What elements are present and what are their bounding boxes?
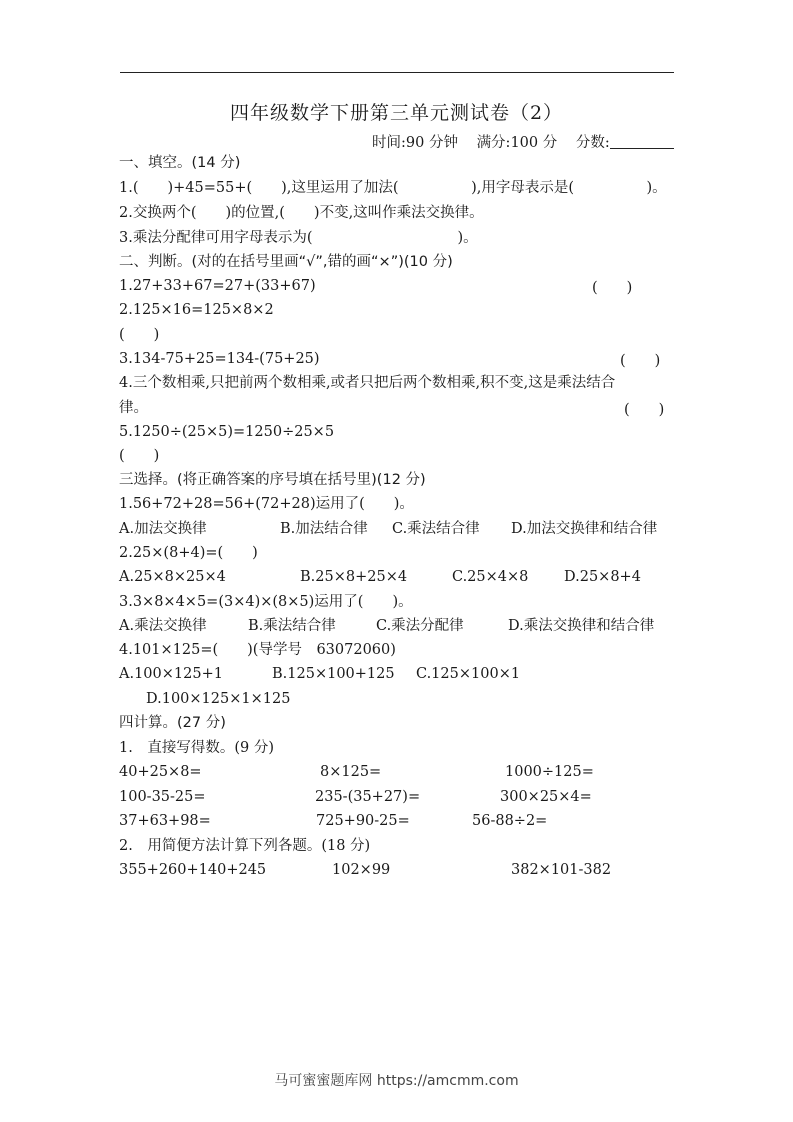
score-label: 分数: <box>575 135 610 151</box>
score-blank <box>610 134 674 149</box>
s3-q3-option-d: D.乘法交换律和结合律 <box>508 618 655 634</box>
s3-question-2: 2.25×(8+4)=( ) <box>119 545 258 561</box>
s2-question-5: 5.1250÷(25×5)=1250÷25×5 <box>119 424 335 440</box>
s3-q3-option-c: C.乘法分配律 <box>376 618 464 634</box>
s3-q1-option-b: B.加法结合律 <box>280 521 368 537</box>
s3-q3-option-b: B.乘法结合律 <box>248 618 336 634</box>
calc-item: 355+260+140+245 <box>119 862 267 878</box>
s2-q5-answer-paren: ( ) <box>119 448 160 464</box>
section-2-heading: 二、判断。(对的在括号里画“√”,错的画“×”)(10 分) <box>119 254 453 270</box>
exam-meta <box>372 131 674 152</box>
s2-q3-answer-paren: ( ) <box>620 353 661 369</box>
s3-q4-option-b: B.125×100+125 <box>272 666 395 682</box>
calc-item: 37+63+98= <box>119 813 211 829</box>
calc-item: 382×101-382 <box>511 862 612 878</box>
s1-question-3: 3.乘法分配律可用字母表示为( )。 <box>119 230 478 246</box>
s3-q3-option-a: A.乘法交换律 <box>119 618 207 634</box>
full-score-label: 满分:100 分 <box>476 135 558 151</box>
s3-q4-option-d: D.100×125×1×125 <box>146 691 291 707</box>
s3-q1-option-d: D.加法交换律和结合律 <box>511 521 658 537</box>
calc-item: 102×99 <box>332 862 391 878</box>
s3-q2-option-a: A.25×8×25×4 <box>119 569 226 585</box>
top-rule <box>120 72 674 73</box>
s2-q1-answer-paren: ( ) <box>592 280 633 296</box>
s2-q4-answer-paren: ( ) <box>624 402 665 418</box>
s2-question-4-line-2: 律。 <box>119 400 148 416</box>
calc-item: 40+25×8= <box>119 764 202 780</box>
calc-item: 56-88÷2= <box>472 813 548 829</box>
s3-question-3: 3.3×8×4×5=(3×4)×(8×5)运用了( )。 <box>119 594 413 610</box>
s1-question-1: 1.( )+45=55+( ),这里运用了加法( ),用字母表示是( )。 <box>119 180 667 196</box>
calc-item: 300×25×4= <box>500 789 592 805</box>
s3-question-1: 1.56+72+28=56+(72+28)运用了( )。 <box>119 496 414 512</box>
s2-question-3: 3.134-75+25=134-(75+25) <box>119 351 320 367</box>
s3-q4-option-c: C.125×100×1 <box>416 666 521 682</box>
s3-q1-option-a: A.加法交换律 <box>119 521 207 537</box>
calc-item: 100-35-25= <box>119 789 206 805</box>
s1-question-2: 2.交换两个( )的位置,( )不变,这叫作乘法交换律。 <box>119 205 484 221</box>
s3-q4-option-a: A.100×125+1 <box>119 666 223 682</box>
s3-q1-option-c: C.乘法结合律 <box>392 521 480 537</box>
s3-q2-option-b: B.25×8+25×4 <box>300 569 408 585</box>
s2-question-4-line-1: 4.三个数相乘,只把前两个数相乘,或者只把后两个数相乘,积不变,这是乘法结合 <box>119 375 616 391</box>
time-label: 时间:90 分钟 <box>372 135 458 151</box>
calc-item: 8×125= <box>320 764 382 780</box>
page-title: 四年级数学下册第三单元测试卷（2） <box>229 102 564 124</box>
s3-q2-option-c: C.25×4×8 <box>452 569 529 585</box>
calc-item: 725+90-25= <box>316 813 410 829</box>
s3-q2-option-d: D.25×8+4 <box>564 569 641 585</box>
s2-question-1: 1.27+33+67=27+(33+67) <box>119 278 316 294</box>
s2-question-2: 2.125×16=125×8×2 <box>119 302 274 318</box>
section-1-heading: 一、填空。(14 分) <box>119 155 241 171</box>
s2-q2-answer-paren: ( ) <box>119 327 160 343</box>
footer-watermark: 马可蜜蜜题库网 https://amcmm.com <box>274 1073 519 1089</box>
s4-subheading-2: 2. 用简便方法计算下列各题。(18 分) <box>119 838 371 854</box>
section-3-heading: 三选择。(将正确答案的序号填在括号里)(12 分) <box>119 472 426 488</box>
calc-item: 1000÷125= <box>505 764 594 780</box>
calc-item: 235-(35+27)= <box>315 789 421 805</box>
s4-subheading-1: 1. 直接写得数。(9 分) <box>119 740 274 756</box>
section-4-heading: 四计算。(27 分) <box>119 715 226 731</box>
s3-question-4: 4.101×125=( )(导学号 63072060) <box>119 642 396 658</box>
